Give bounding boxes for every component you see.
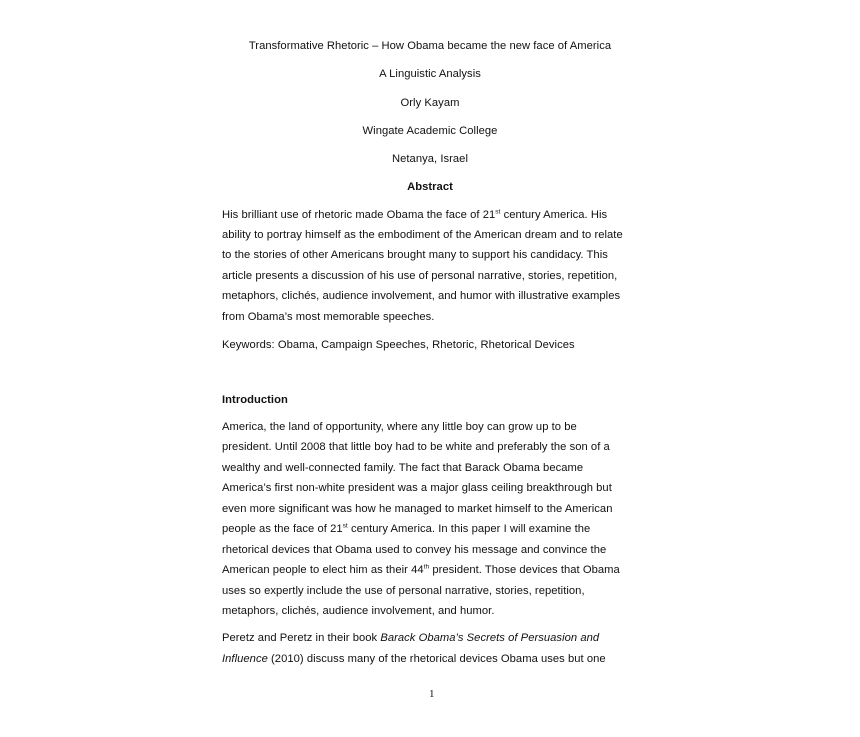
abstract-line-6: from Obama’s most memorable speeches. — [222, 311, 435, 323]
intro-line-3: wealthy and well-connected family. The fact that Barack Obama became — [222, 462, 584, 474]
abstract-line-1: His brilliant use of rhetoric made Obama the face of 21st century America. His — [222, 208, 608, 221]
intro-line-2: president. Until 2008 that little boy had to be white and preferably the son of a — [222, 441, 610, 453]
abstract-line-2: ability to portray himself as the embodiment of the American dream and to relate — [222, 229, 623, 241]
author-location: Netanya, Israel — [392, 153, 468, 165]
page-number: 1 — [429, 688, 435, 700]
intro-p2-line-2: Influence (2010) discuss many of the rhetorical devices Obama uses but one — [222, 653, 606, 665]
intro-line-9: uses so expertly include the use of personal narrative, stories, repetition, — [222, 585, 585, 597]
intro-line-6: people as the face of 21st century America. In this paper I will examine the — [222, 522, 591, 535]
superscript-st: st — [342, 522, 348, 530]
paper-subtitle: A Linguistic Analysis — [379, 68, 481, 80]
abstract-line-5: metaphors, clichés, audience involvement, and humor with illustrative examples — [222, 290, 621, 302]
introduction-heading: Introduction — [222, 394, 288, 406]
intro-p2-line-1: Peretz and Peretz in their book Barack Obama’s Secrets of Persuasion and — [222, 632, 600, 644]
intro-line-5: even more significant was how he managed to market himself to the American — [222, 503, 613, 515]
intro-line-1: America, the land of opportunity, where any little boy can grow up to be — [222, 421, 577, 433]
intro-line-8: American people to elect him as their 44th president. Those devices that Obama — [222, 563, 620, 576]
author-name: Orly Kayam — [400, 97, 460, 109]
paper-title: Transformative Rhetoric – How Obama became the new face of America — [248, 40, 612, 52]
intro-line-7: rhetorical devices that Obama used to convey his message and convince the — [222, 544, 607, 556]
intro-line-4: America’s first non-white president was a major glass ceiling breakthrough but — [222, 482, 612, 494]
abstract-line-3: to the stories of other Americans brought many to support his candidacy. This — [222, 249, 608, 261]
abstract-line-4: article presents a discussion of his use of personal narrative, stories, repetition, — [222, 270, 618, 282]
abstract-heading: Abstract — [407, 181, 453, 193]
author-affiliation: Wingate Academic College — [362, 125, 498, 137]
intro-line-10: metaphors, clichés, audience involvement, and humor. — [222, 605, 495, 617]
book-title-cont: Influence — [222, 653, 268, 665]
superscript-th: th — [423, 563, 430, 571]
keywords: Keywords: Obama, Campaign Speeches, Rhetoric, Rhetorical Devices — [222, 339, 575, 351]
book-title: Barack Obama’s Secrets of Persuasion and — [380, 632, 600, 644]
superscript-st: st — [495, 208, 501, 216]
